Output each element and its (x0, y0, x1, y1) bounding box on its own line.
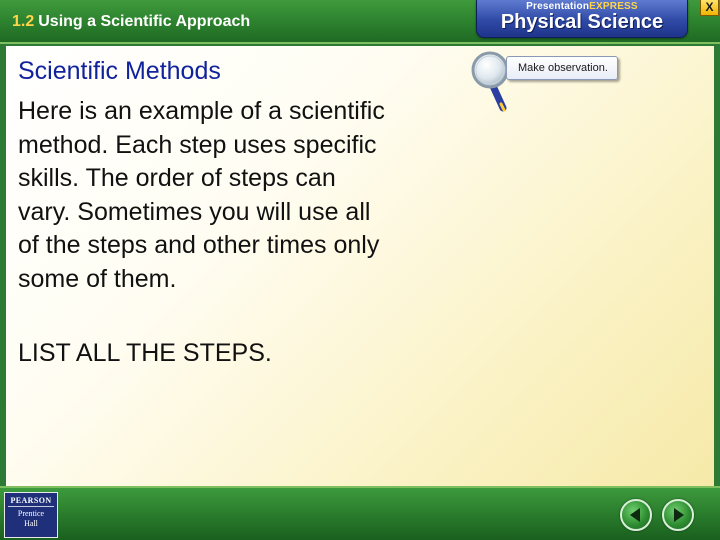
section-title (12, 13, 250, 31)
slide-heading: Scientific Methods (18, 57, 221, 85)
pearson-logo-line1: Prentice (17, 509, 45, 518)
brand-logo (476, 0, 688, 38)
previous-slide-button[interactable] (620, 499, 652, 531)
slide-content (6, 46, 714, 486)
next-slide-button[interactable] (662, 499, 694, 531)
section-number: 1.2 (12, 13, 35, 30)
pearson-logo-divider (8, 506, 54, 507)
brand-subtitle-express: EXPRESS (589, 1, 638, 12)
pearson-logo (4, 492, 58, 538)
slide-instruction: LIST ALL THE STEPS. (18, 339, 272, 367)
left-arrow-icon (626, 505, 646, 525)
pearson-logo-name (5, 509, 57, 529)
section-name: Using a Scientific Approach (38, 13, 251, 30)
step-callout: Make observation. (506, 56, 618, 80)
brand-subtitle-prefix: Presentation (526, 1, 590, 12)
header-bar (0, 0, 720, 44)
footer-bar (0, 486, 720, 540)
brand-title: Physical Science (500, 11, 664, 33)
right-arrow-icon (668, 505, 688, 525)
pearson-logo-top: PEARSON (10, 496, 52, 505)
close-button[interactable]: X (700, 0, 719, 16)
slide-paragraph: Here is an example of a scientific method. Each step uses specific skills. The order of steps can vary. Sometimes you will use all of the steps and other times only some of them. (18, 97, 385, 293)
pearson-logo-line2: Hall (24, 519, 38, 528)
